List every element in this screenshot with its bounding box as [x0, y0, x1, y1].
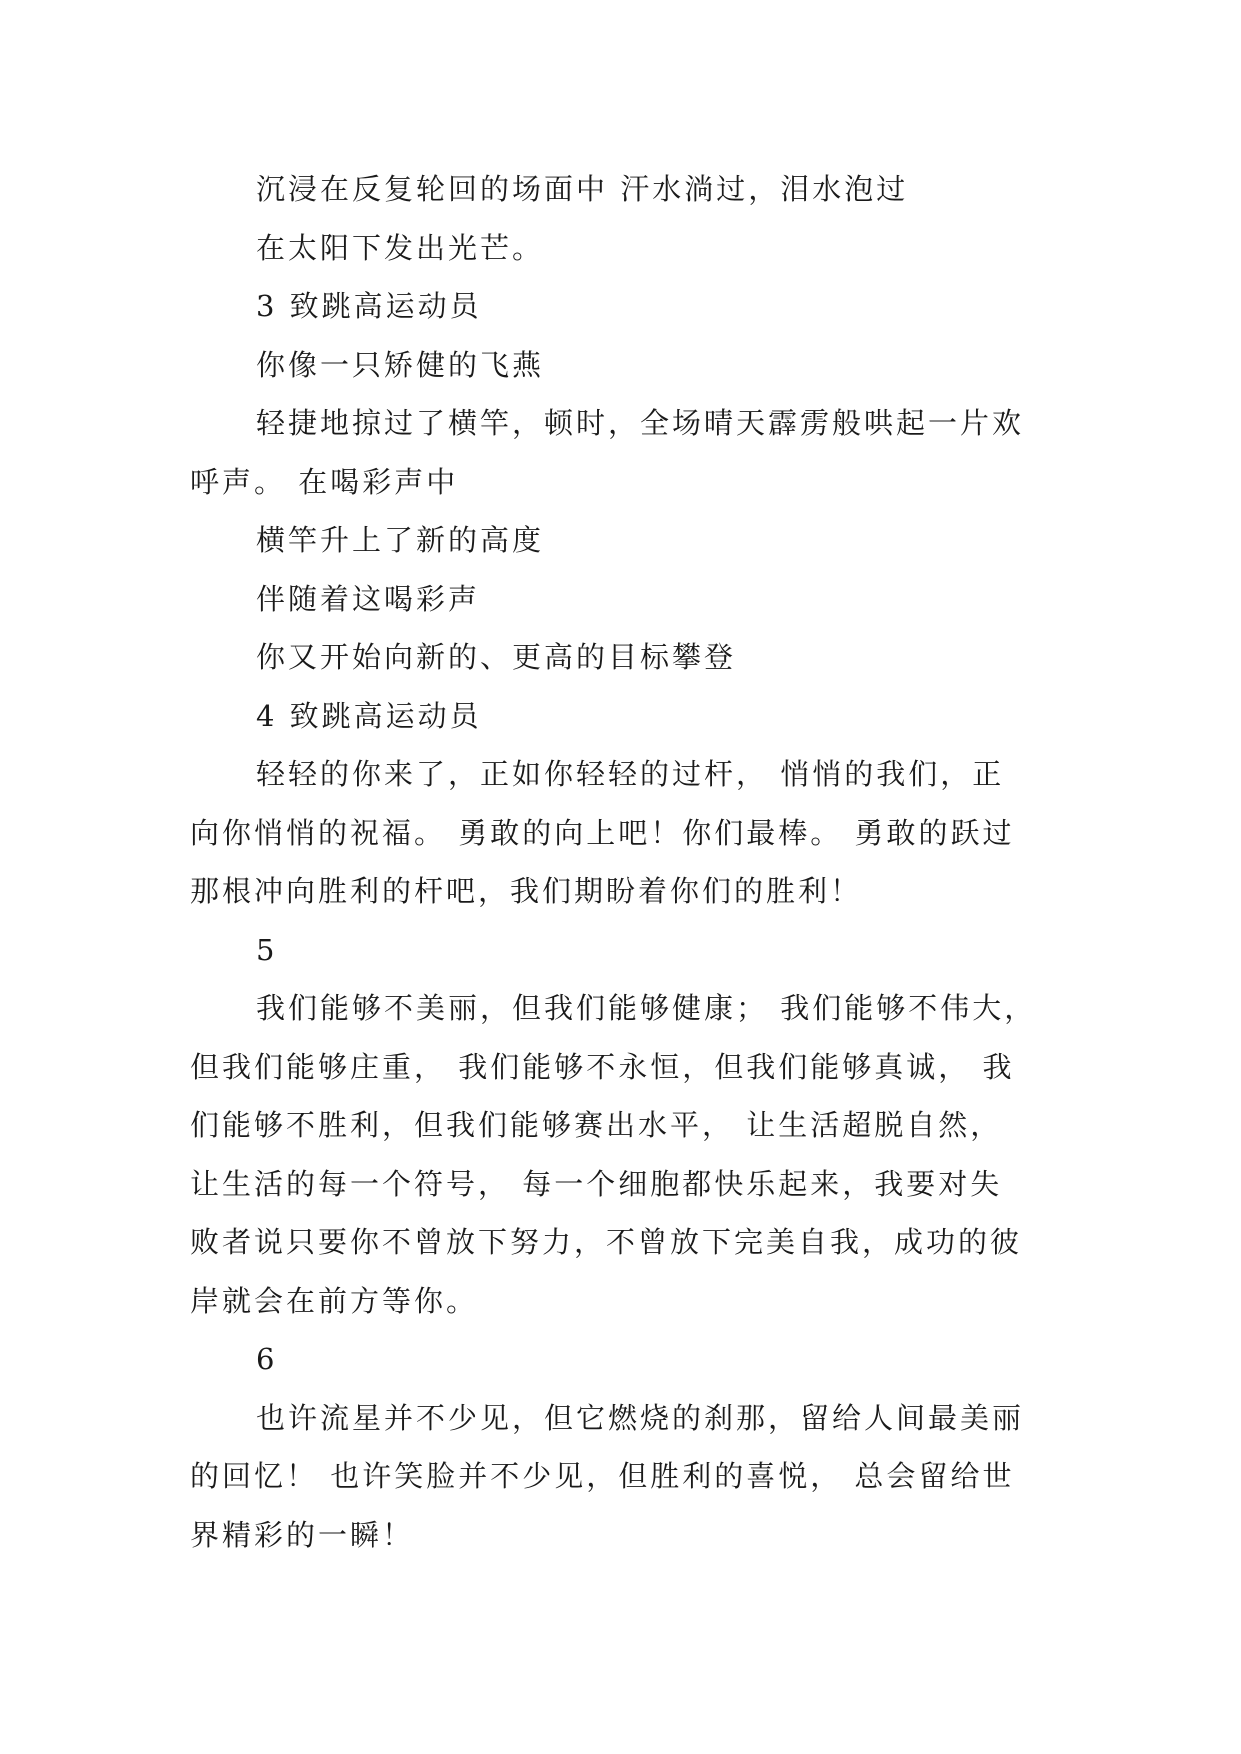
paragraph-14	[190, 1389, 1070, 1565]
paragraph-6	[190, 511, 1070, 570]
text-line: 4 致跳高运动员	[256, 698, 482, 733]
section-heading-3	[190, 277, 1070, 336]
document-body	[190, 160, 1070, 1564]
text-line: 在太阳下发出光芒。	[256, 230, 545, 265]
paragraph-2	[190, 219, 1070, 278]
text-line: 向你悄悄的祝福。 勇敢的向上吧！你们最棒。 勇敢的跃过	[190, 815, 1015, 850]
text-line: 岸就会在前方等你。	[190, 1283, 479, 1318]
text-line: 你像一只矫健的飞燕	[256, 347, 545, 382]
text-line: 你又开始向新的、更高的目标攀登	[256, 640, 737, 674]
section-number-6	[190, 1330, 1070, 1389]
text-line: 5	[256, 932, 278, 967]
paragraph-1	[190, 160, 1070, 219]
text-line: 伴随着这喝彩声	[256, 581, 481, 616]
paragraph-12	[190, 979, 1070, 1330]
paragraph-8	[190, 628, 1070, 687]
text-line: 们能够不胜利，但我们能够赛出水平， 让生活超脱自然，	[190, 1108, 1003, 1142]
text-line: 轻捷地掠过了横竿，顿时，全场晴天霹雳般哄起一片欢	[256, 406, 1025, 440]
text-line: 让生活的每一个符号， 每一个细胞都快乐起来，我要对失	[190, 1166, 1003, 1201]
text-line: 沉浸在反复轮回的场面中 汗水淌过，泪水泡过	[256, 172, 909, 206]
paragraph-4	[190, 336, 1070, 395]
text-line: 呼声。 在喝彩声中	[190, 464, 459, 499]
paragraph-5	[190, 394, 1070, 511]
text-line: 败者说只要你不曾放下努力，不曾放下完美自我，成功的彼	[190, 1225, 1023, 1259]
section-heading-4	[190, 687, 1070, 746]
text-line: 轻轻的你来了，正如你轻轻的过杆， 悄悄的我们，正	[256, 757, 1005, 791]
text-line: 我们能够不美丽，但我们能够健康； 我们能够不伟大，	[256, 991, 1037, 1025]
text-line: 横竿升上了新的高度	[256, 523, 545, 557]
text-line: 3 致跳高运动员	[256, 289, 482, 323]
text-line: 也许流星并不少见，但它燃烧的刹那，留给人间最美丽	[256, 1400, 1025, 1435]
text-line: 但我们能够庄重， 我们能够不永恒，但我们能够真诚， 我	[190, 1049, 1015, 1084]
text-line: 界精彩的一瞬！	[190, 1517, 415, 1552]
paragraph-10	[190, 745, 1070, 921]
paragraph-7	[190, 570, 1070, 629]
text-line: 6	[256, 1342, 278, 1376]
text-line: 的回忆！ 也许笑脸并不少见，但胜利的喜悦， 总会留给世	[190, 1459, 1015, 1493]
text-line: 那根冲向胜利的杆吧，我们期盼着你们的胜利！	[190, 874, 863, 908]
section-number-5	[190, 921, 1070, 980]
